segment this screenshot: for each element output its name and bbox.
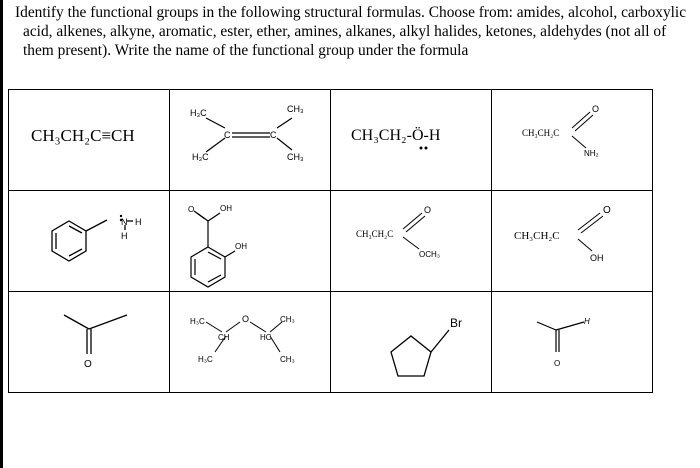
ester-chain: CH₃CH₂C xyxy=(356,229,394,239)
question-line-2: acid, alkenes, alkyne, aromatic, ester, ether, amines, alkanes, alkyl halides, ketones, aldehydes (not all of xyxy=(23,23,667,40)
formula-propyne xyxy=(9,90,171,192)
cell-r1c1 xyxy=(9,90,170,191)
cell-r2c4 xyxy=(492,191,653,292)
carboxylic-oxygen: O xyxy=(603,205,611,216)
ether-ch3-bottom: CH₃ xyxy=(280,355,295,364)
ketone-oxygen: O xyxy=(84,359,92,370)
ether-hc: HC xyxy=(260,333,272,342)
acid-oxygen: O xyxy=(188,205,195,214)
formula-diisopropyl-ether xyxy=(170,292,332,394)
ether-h3c-top: H₃C xyxy=(190,317,205,326)
formula-tetramethylethene xyxy=(170,90,332,192)
amide-oxygen: O xyxy=(592,104,600,114)
propyne-text: CH₃CH₂C≡CH xyxy=(31,126,135,145)
amine-h-bottom: H xyxy=(121,231,128,241)
formula-propanoic-acid xyxy=(492,191,654,293)
carboxylic-oh: OH xyxy=(590,253,604,263)
methyl-top-right: CH₃ xyxy=(287,104,304,114)
ethanol-text: CH₃CH₂-Ö-H xyxy=(351,127,441,144)
formula-aniline xyxy=(9,191,171,293)
cell-r3c3 xyxy=(331,292,492,393)
ester-oxygen: O xyxy=(424,205,432,215)
cell-r2c1 xyxy=(9,191,170,292)
acid-oh: OH xyxy=(220,204,232,213)
carbon-right: C xyxy=(270,130,277,140)
ether-h3c-bottom: H₃C xyxy=(198,355,213,364)
aldehyde-oxygen: O xyxy=(554,359,561,368)
formula-salicylic-acid xyxy=(170,191,332,293)
cell-r1c3 xyxy=(331,90,492,191)
amide-chain: CH₃CH₂C xyxy=(522,128,560,138)
ether-oxygen: O xyxy=(242,314,250,324)
formula-ethanol xyxy=(331,90,493,192)
formula-methyl-propanoate xyxy=(331,191,493,293)
cell-r1c4 xyxy=(492,90,653,191)
halide-br: Br xyxy=(450,316,462,330)
question-line-3: them present). Write the name of the functional group under the formula xyxy=(23,42,469,59)
cell-r1c2 xyxy=(170,90,331,191)
left-margin-bar xyxy=(0,0,3,468)
formula-propanamide xyxy=(492,90,654,192)
ester-och3: OCH₃ xyxy=(419,250,441,259)
cell-r2c3 xyxy=(331,191,492,292)
cell-r3c2 xyxy=(170,292,331,393)
formula-isobutyraldehyde xyxy=(492,292,654,394)
aldehyde-h: H xyxy=(584,317,590,326)
carboxylic-chain: CH₃CH₂C xyxy=(514,230,560,242)
amine-h-right: H xyxy=(135,217,142,227)
question-text xyxy=(15,3,695,60)
phenol-oh: OH xyxy=(235,242,247,251)
amide-nh2: NH₂ xyxy=(584,149,599,158)
cell-r3c1 xyxy=(9,292,170,393)
methyl-bottom-left: H₃C xyxy=(192,152,209,162)
ether-ch3-top: CH₃ xyxy=(280,315,295,324)
methyl-bottom-right: CH₃ xyxy=(287,152,304,162)
cell-r3c4 xyxy=(492,292,653,393)
formula-bromocyclopentane xyxy=(331,292,493,394)
cell-r2c2 xyxy=(170,191,331,292)
formula-acetone xyxy=(9,292,171,394)
formula-table xyxy=(8,89,653,393)
ether-ch: CH xyxy=(218,333,230,342)
carbon-left: C xyxy=(224,130,231,140)
methyl-top-left: H₃C xyxy=(190,108,207,118)
amine-n: N xyxy=(121,217,128,227)
question-line-1: Identify the functional groups in the following structural formulas. Choose from: amides, alcohol, carboxylic xyxy=(15,4,687,21)
